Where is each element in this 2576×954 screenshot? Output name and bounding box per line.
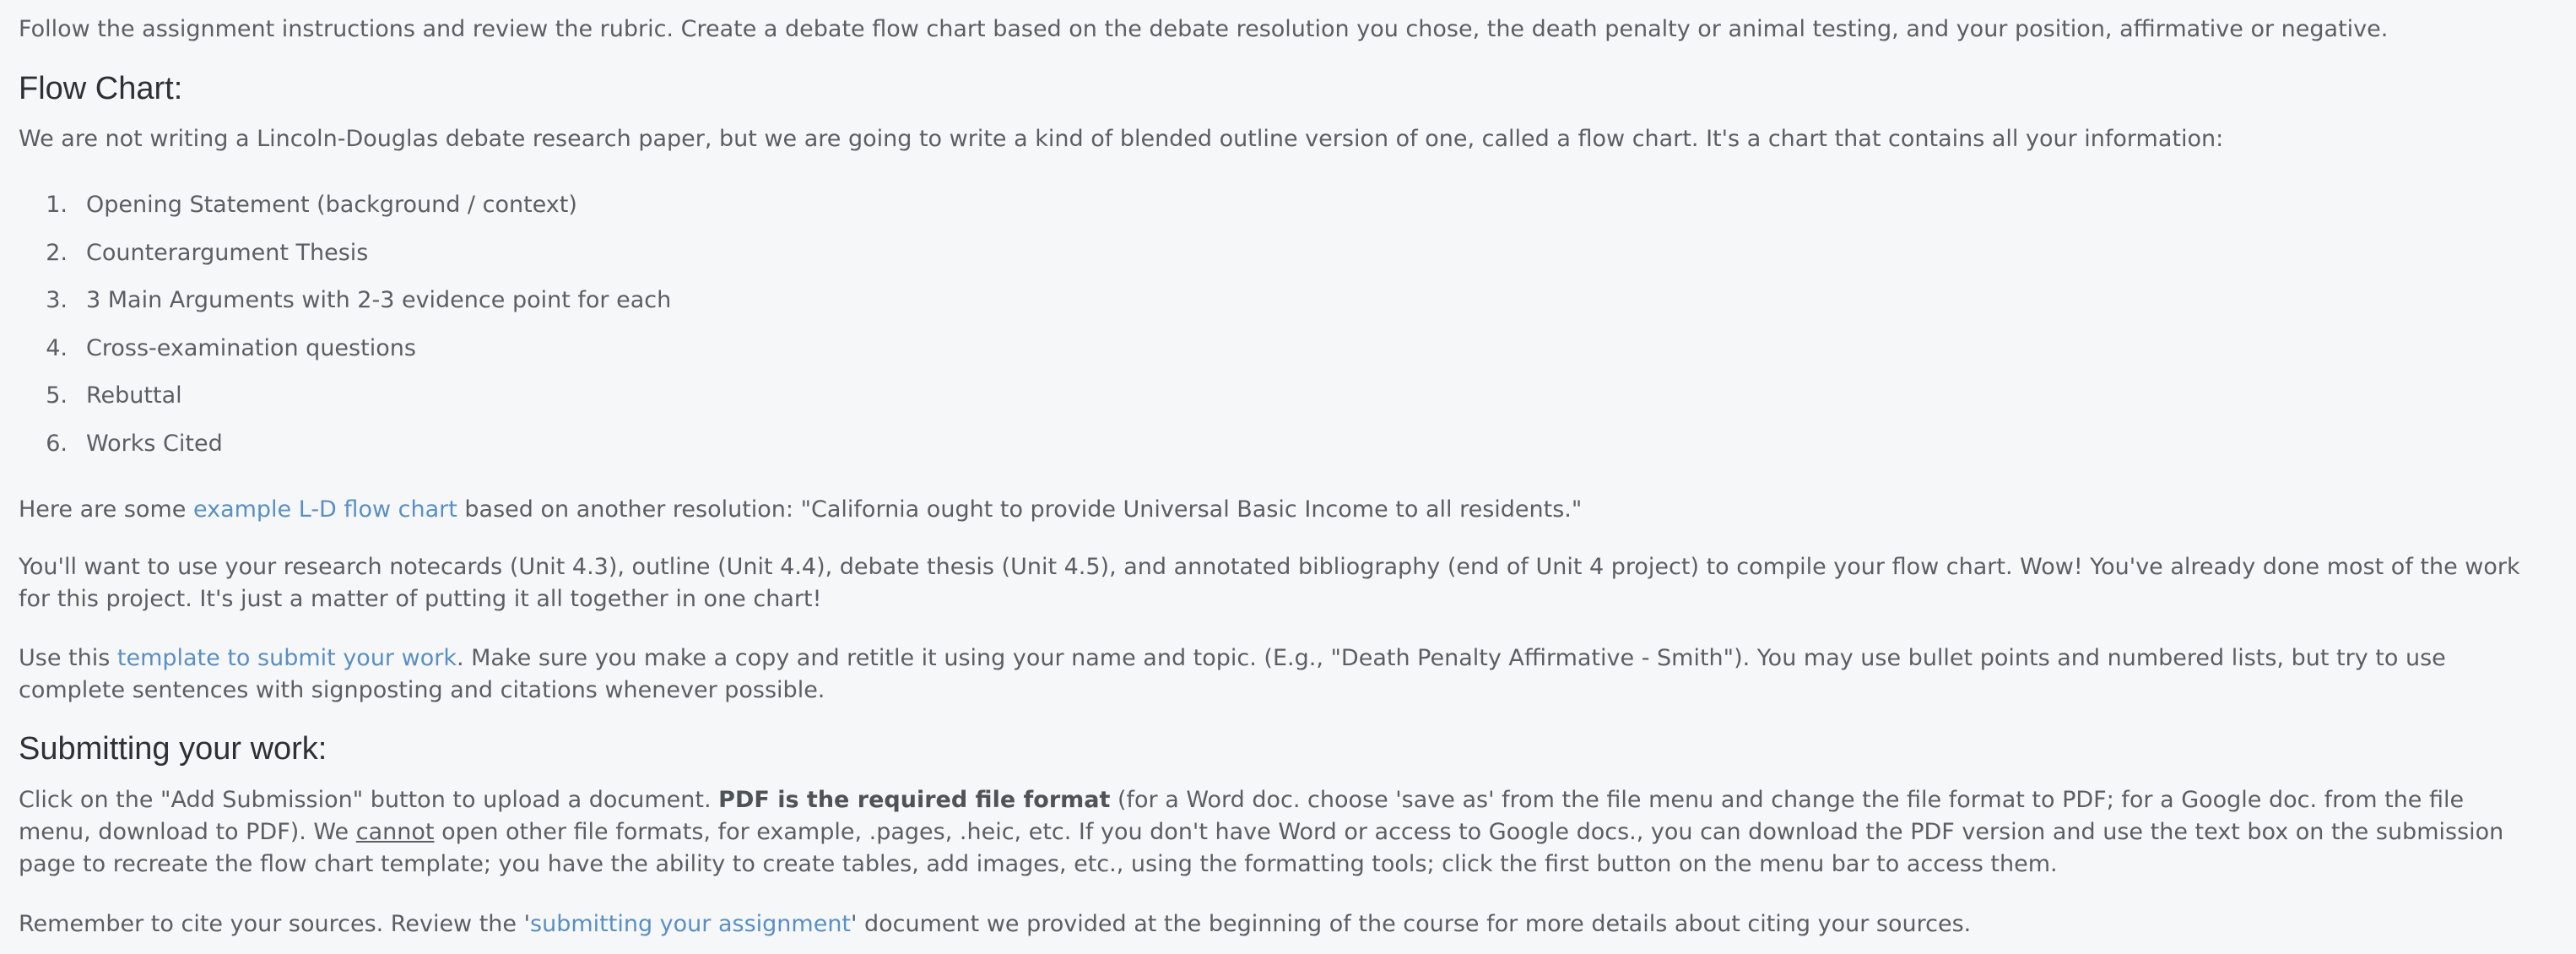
list-item <box>19 380 671 428</box>
list-item-text: Rebuttal <box>86 382 182 409</box>
list-item-number: 3. <box>46 287 68 313</box>
flow-chart-components-list <box>19 189 671 475</box>
cite-text-before: Remember to cite your sources. Review the ' <box>19 911 531 937</box>
cannot-emphasis: cannot <box>355 819 435 845</box>
template-text-before: Use this <box>19 645 117 671</box>
list-item-number: 6. <box>46 430 68 457</box>
example-text-before: Here are some <box>19 496 193 523</box>
list-item-number: 2. <box>46 239 68 266</box>
cite-text-after: ' document we provided at the beginning of the course for more details about citing your sources. <box>851 911 1972 937</box>
list-item-text: Opening Statement (background / context) <box>86 192 577 218</box>
submission-text-after: open other file formats, for example, .pages, .heic, etc. If you don't have Word or access to Google docs., you can download the PDF version and use the text box on the submission page to recreate the flow chart template; you have the ability to create tables, add images, etc., using the formatting tools; click the first button on the menu bar to access them. <box>19 819 2504 877</box>
cite-sources-paragraph <box>19 908 2557 940</box>
list-item <box>19 428 671 476</box>
list-item <box>19 237 671 285</box>
template-paragraph <box>19 642 2542 707</box>
flow-chart-heading: Flow Chart: <box>19 71 183 106</box>
intro-text: Follow the assignment instructions and review the rubric. Create a debate flow chart based on the debate resolution you chose, the death penalty or animal testing, and your position, affirmative or negative. <box>19 16 2389 42</box>
template-text-after: . Make sure you make a copy and retitle it using your name and topic. (E.g., "Death Penalty Affirmative - Smith"). You may use bullet points and numbered lists, but try to use complete sentences with signposting and citations whenever possible. <box>19 645 2446 703</box>
flow-chart-description: We are not writing a Lincoln-Douglas debate research paper, but we are going to write a kind of blended outline version of one, called a flow chart. It's a chart that contains all your information: <box>19 126 2224 152</box>
notecards-paragraph: You'll want to use your research notecards (Unit 4.3), outline (Unit 4.4), debate thesis (Unit 4.5), and annotated bibliography (end of Unit 4 project) to compile your flow chart. Wow! You've already done most of the work for this project. It's just a matter of putting it all together in one chart! <box>19 554 2520 612</box>
pdf-required-emphasis: PDF is the required file format <box>718 787 1111 813</box>
example-paragraph <box>19 494 2557 526</box>
list-item-number: 5. <box>46 382 68 409</box>
list-item-number: 4. <box>46 334 68 361</box>
list-item-text: Works Cited <box>86 430 223 457</box>
submission-text-before: Click on the "Add Submission" button to upload a document. <box>19 787 719 813</box>
submitting-assignment-link[interactable]: submitting your assignment <box>530 911 852 937</box>
list-item-text: 3 Main Arguments with 2-3 evidence point for each <box>86 287 672 313</box>
submission-text-middle: (for a Word doc. choose 'save as' from the file menu and change the file format to PDF; for a Google doc. from the file menu, download to PDF). We <box>19 787 2465 845</box>
list-item <box>19 189 671 237</box>
list-item-number: 1. <box>46 192 68 218</box>
list-item <box>19 333 671 381</box>
template-link[interactable]: template to submit your work <box>116 645 457 671</box>
example-text-after: based on another resolution: "California ought to provide Universal Basic Income to all residents." <box>457 496 1583 523</box>
list-item <box>19 285 671 333</box>
example-flow-chart-link[interactable]: example L-D flow chart <box>192 496 457 523</box>
submission-instructions-paragraph <box>19 784 2542 881</box>
list-item-text: Cross-examination questions <box>86 334 416 361</box>
list-item-text: Counterargument Thesis <box>86 239 369 266</box>
submitting-heading: Submitting your work: <box>19 731 327 767</box>
